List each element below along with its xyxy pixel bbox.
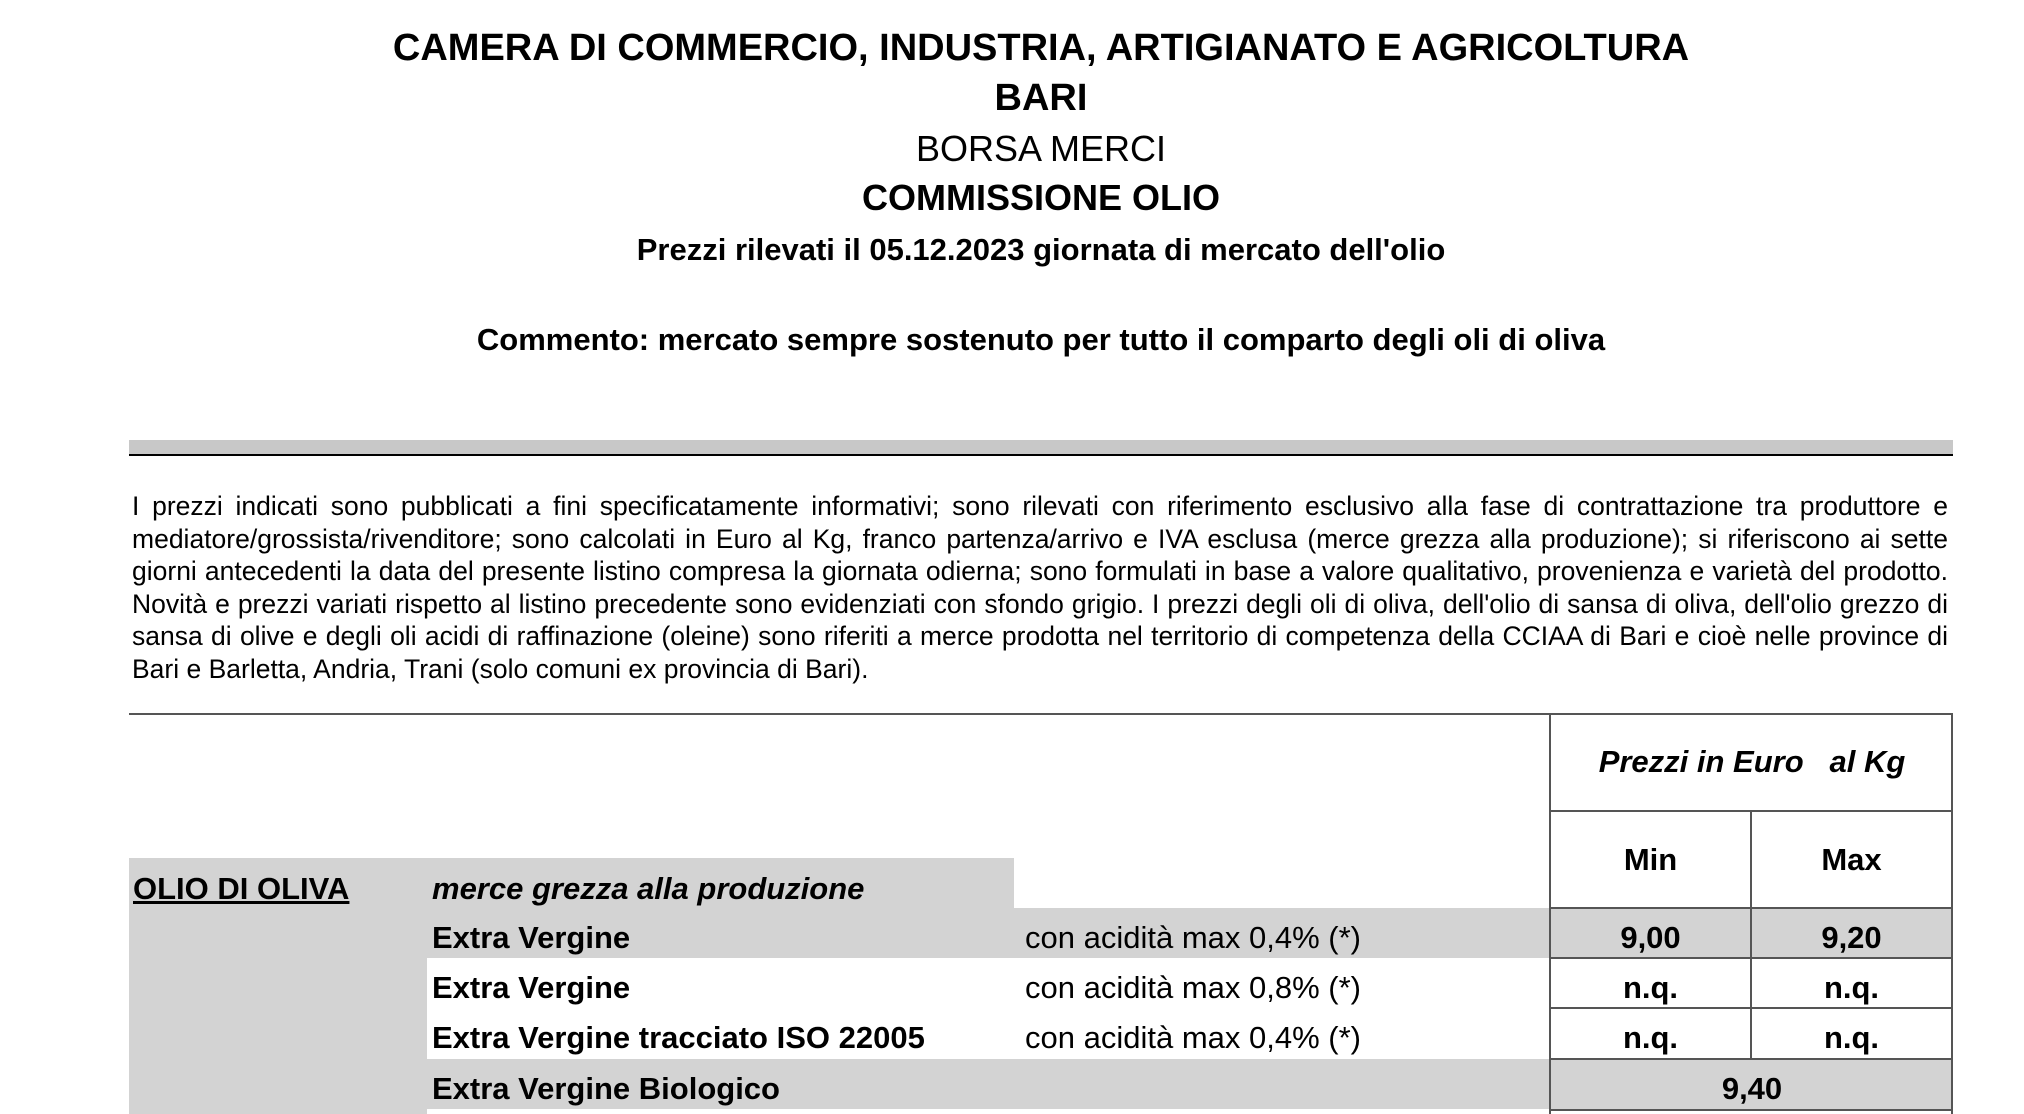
table-row-4-value: 9,40 bbox=[1721, 1071, 1783, 1106]
city-title: BARI bbox=[994, 77, 1088, 119]
section-note: merce grezza alla produzione bbox=[432, 871, 865, 906]
disclaimer-paragraph: I prezzi indicati sono pubblicati a fini specificatamente informativi; sono rilevati con riferimento esclusivo alla fase di contrattazione tra produttore e mediatore/grossista/rivenditore; sono calcolati in Euro al Kg, franco partenza/arrivo e IVA esclusa (merce grezza alla produzione); si riferiscono ai sette giorni antecedenti la data del presente listino compresa la giornata odierna; sono formulati in base a valore qualitativo, provenienza e varietà del prodotto. Novità e prezzi variati rispetto al listino precedente sono evidenziati con sfondo grigio. I prezzi degli oli di oliva, dell'olio di sansa di oliva, dell'olio grezzo di sansa di olive e degli oli acidi di raffinazione (oleine) sono riferiti a merce prodotta nel territorio di competenza della CCIAA di Bari e cioè nelle province di Bari e Barletta, Andria, Trani (solo comuni ex provincia di Bari). bbox=[132, 491, 1948, 684]
table-row-3-min: n.q. bbox=[1622, 1020, 1679, 1055]
section-label: OLIO DI OLIVA bbox=[133, 871, 350, 906]
survey-date-line: Prezzi rilevati il 05.12.2023 giornata di mercato dell'olio bbox=[636, 232, 1446, 267]
table-row-2-product: Extra Vergine bbox=[432, 970, 631, 1005]
table-row-2-min: n.q. bbox=[1622, 970, 1679, 1005]
borsa-merci-title: BORSA MERCI bbox=[915, 128, 1167, 169]
table-row-3-spec: con acidità max 0,4% (*) bbox=[1025, 1020, 1361, 1055]
min-header: Min bbox=[1623, 842, 1678, 877]
row-3-bottom bbox=[1549, 1058, 1953, 1060]
table-row-3-product: Extra Vergine tracciato ISO 22005 bbox=[432, 1020, 925, 1055]
table-row-2-spec: con acidità max 0,8% (*) bbox=[1025, 970, 1361, 1005]
table-row-1-min: 9,00 bbox=[1620, 920, 1681, 955]
row-4-bottom bbox=[1549, 1109, 1953, 1111]
institution-title: CAMERA DI COMMERCIO, INDUSTRIA, ARTIGIANATO E AGRICOLTURA bbox=[392, 27, 1690, 69]
max-header: Max bbox=[1821, 842, 1882, 877]
market-comment: Commento: mercato sempre sostenuto per tutto il comparto degli oli di oliva bbox=[476, 322, 1606, 357]
row-2-bottom bbox=[1549, 1007, 1953, 1009]
row-1-bottom bbox=[1549, 957, 1953, 959]
separator-band bbox=[129, 440, 1953, 454]
table-row-1-product: Extra Vergine bbox=[432, 920, 631, 955]
table-row-3-max: n.q. bbox=[1823, 1020, 1880, 1055]
price-header: Prezzi in Euro al Kg bbox=[1598, 744, 1906, 779]
commission-title: COMMISSIONE OLIO bbox=[861, 177, 1220, 218]
table-row-4-product: Extra Vergine Biologico bbox=[432, 1071, 780, 1106]
table-row-1-max: 9,20 bbox=[1821, 920, 1882, 955]
separator-line bbox=[129, 454, 1953, 456]
table-row-2-max: n.q. bbox=[1823, 970, 1880, 1005]
table-row-1-spec: con acidità max 0,4% (*) bbox=[1025, 920, 1361, 955]
